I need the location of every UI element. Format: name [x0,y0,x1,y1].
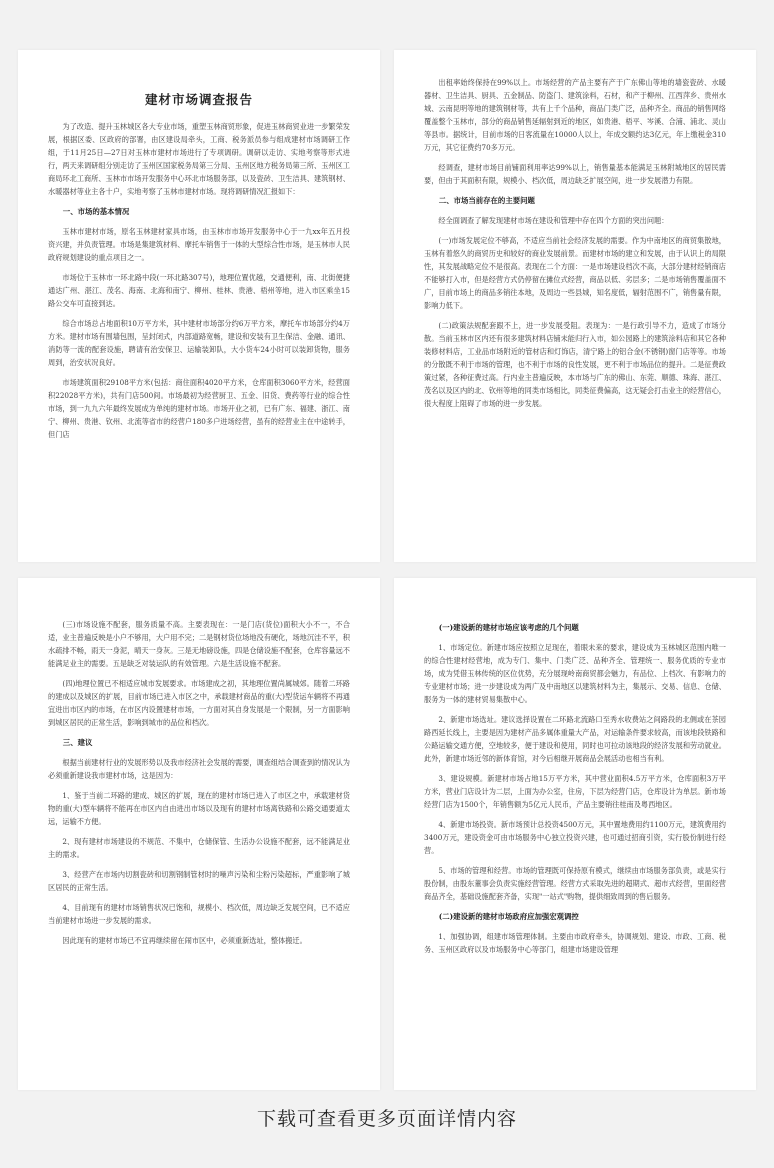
section-heading: 二、市场当前存在的主要问题 [438,196,535,205]
paragraph: (三)市场设施不配套，服务质量不高。主要表现在：一是门店(货位)面积大小不一，不合适，业主普遍反映是小户不够用，大户用不完；二是钢材货位场地没有硬化，场地沉洼不平，积水疏排不畅，雨天一身泥，晴天一身灰。三是无地磅设施，四是仓储设施不配套，仓库容量远不能满足业主的需要。五是缺乏对装运队的有效管理。六是生活设施不配套。 [48,620,350,668]
document-page-4 [394,578,756,1090]
document-title: 建材市场调查报告 [144,92,253,107]
section-heading: (二)建设新的建材市场政府应加强宏观调控 [438,912,579,921]
paragraph: 市场位于玉林市一环北路中段(一环北路307号)，地理位置优越，交通便利，南、北街便捷通达广州、湛江、茂名、海南、北海和南宁、柳州、桂林、贵港、梧州等地，进入市区乘坐15路公交车可直接到达。 [48,273,350,308]
paragraph: 为了改造、提升玉林城区各大专业市场，重塑玉林商贸形象，促进玉林商贸业进一步繁荣发展，根据区委、区政府的部署，由区建设局牵头，工商、税务派员参与组成建材市场调研工作组，于11月25日—27日对玉林市建材市场进行了专项调研。调研以走访、实地考察等形式进行，两天来调研组分别走访了玉州区国家税务局第三分局、玉州区地方税务局第三所、玉州区工商局环北工商所、玉林市市场开发服务中心环北市场服务部，以及瓷砖、卫生洁具、建筑钢材、水暖器材等业主各十户，实地考察了玉林市建材市场。现将调研情况汇报如下： [48,122,350,196]
paragraph: 2、新建市场选址。建议选择设置在二环路北流路口至秀水收费站之间路段的北侧或在茶园路西延长线上，主要是因为建材产品多属体重量大产品，对运输条件要求较高，而该地段铁路和公路运输交通方便，空地较多，便于建设和使用，同时也可拉动该地段的经济发展和劳动就业。此外，新建市场近邻的新体育馆，对今后相继开展商品会展活动也相当有利。 [424,715,726,763]
paragraph: (四)地理位置已不相适应城市发展要求。市场建成之初，其地理位置尚属城郊。随着二环路的建成以及城区的扩展，目前市场已进入市区之中，承载建材商品的重(大)型货运车辆将不再通宜进出市区内的市场，在市区内设置建材市场，一方面对其自身发展是一个限制，另一方面影响到城区居民的正常生活，影响到城市的品位和档次。 [48,679,350,727]
paragraph: 因此现有的建材市场已不宜再继续留在闹市区中，必须重新选址，整体搬迁。 [62,936,307,945]
section-heading: (一)建设新的建材市场应该考虑的几个问题 [438,623,579,632]
paragraph: 1、市场定位。新建市场应按照立足现在，着眼未来的要求，建设成为玉林城区范围内唯一的综合性建材经营地，成为专门、集中、门类广泛、品种齐全、管理统一、服务优质的专业市场，成为凭借玉林传统的区位优势，充分展现岭南商贸都会魅力，有品位、上档次、有影响力的专业建材市场；进一步建设成为两广及中南地区以建筑材料为主，集展示、交易、信息、仓储、服务为一体的建材贸易集散中心。 [424,643,726,704]
paragraph: 玉林市建材市场，原名玉林建材家具市场，由玉林市市场开发服务中心于一九xx年五月投资兴建，并负责管理。市场是集建筑材料、摩托车销售于一体的大型综合性市场，是玉林市人民政府规划建设的重点项目之一。 [48,227,350,262]
paragraph: 1、加强协调，组建市场管理体制。主要由市政府牵头，协调规划、建设、市政、工商、税务、玉州区政府以及市场服务中心等部门，组建市场建设管理 [424,932,726,954]
paragraph: 根据当前建材行业的发展形势以及我市经济社会发展的需要，调查组结合调查到的情况认为必须重新建设我市建材市场，这是因为： [48,758,350,780]
paragraph: 4、目前现有的建材市场销售状况已饱和，规模小、档次低，周边缺乏发展空间，已不适应当前建材市场进一步发展的需求。 [48,903,350,925]
document-page-2 [394,50,756,562]
paragraph: 市场建筑面积29108平方米(包括：商住面积4020平方米，仓库面积3060平方米，经营面积22028平方米)，共有门店500间。市场最初为经营厨卫、五金、旧货、费药等行业的综合性市场，到一九九六年最终发展成为单纯的建材市场。市场开业之初，已有广东、福建、浙江、南宁、柳州、贵港、钦州、北流等省市的经营户180多户进场经营，虽有的经营业主在中途转手，但门店 [48,378,350,439]
section-heading: 三、建议 [62,738,93,747]
paragraph: 2、现有建材市场建设的不规范、不集中，仓储保管、生活办公设施不配套，远不能满足业主的需求。 [48,837,350,859]
paragraph: 经全面调查了解发现建材市场在建设和管理中存在四个方面的突出问题： [438,216,669,225]
document-page-1 [18,50,380,562]
paragraph: (一)市场发展定位不够高，不适应当前社会经济发展的需要。作为中南地区的商贸集散地，玉林有着悠久的商贸历史和较好的商业发展前景。而建材市场的建立和发展，由于认识上的局限性，其发展战略定位不是很高。表现在二个方面：一是市场建设档次不高，大部分建材经销商店不能够打入市，但是经营方式仍停留在摊位式经营，商品以低、劣层多；二是市场销售覆盖面不广，目前市场上的商品多销往本地，及周边一些县城，知名度低，辐射范围不广，销售量有限，影响力低下。 [424,236,726,310]
paragraph: 1、鉴于当前二环路的建成、城区的扩展，现在的建材市场已进入了市区之中，承载建材货物的重(大)型车辆将不能再在市区内自由进出市场以及现有的建材市场离铁路和公路交通要道太远，运输不方便。 [48,791,350,826]
paragraph: 3、建设规模。新建材市场占地15万平方米，其中营业面积4.5万平方米，仓库面积3万平方米，营业门店设计为二层，上面为办公室，住房，下层为经营门店，仓库设计为单层。新市场经营门店为1500个，年销售额为5亿元人民币，产品主要销往桂南及粤西地区。 [424,774,726,809]
section-heading: 一、市场的基本情况 [62,207,130,216]
download-more-caption: 下载可查看更多页面详情内容 [256,1108,517,1130]
paragraph: (二)政策法规配套跟不上，进一步发展受阻。表现为：一是行政引导不力，造成了市场分散。当前玉林市区内还有很多建筑材料店铺未能归行入市，如公园路上的建筑涂料店和其它各种装修材料店，工业品市场附近的管材店和灯饰店，清宁路上的铝合金(不锈钢)窗门店等等。市场的分散既不利于市场的管理，也不利于市场的良性发展，更不利于市场品位的提升。二是征费政策过紧，各种征费过高。行内业主普遍反映，本市场与广东的佛山、东莞、顺德、珠海、湛江、茂名以及区内的北、钦州等地的同类市场相比，同类征费偏高，这无疑会打击业主的经营信心，很大程度上阻碍了市场的进一步发展。 [424,321,726,408]
paragraph: 综合市场总占地面积10万平方米，其中建材市场部分约6万平方米，摩托车市场部分约4万方米。建材市场有围墙包围，呈封闭式，内部道路宽畅，建设和安装有卫生保洁、金融、通讯、消防等一流的配套设施，聘请有治安保卫、运输装卸队，大小货车24小时可以装卸货物，服务周到，治安状况良好。 [48,319,350,367]
document-page-3 [18,578,380,1090]
paragraph: 出租率始终保持在99%以上。市场经营的产品主要有产于广东佛山等地的墙瓷瓷砖、水暖器材、卫生洁具、厨具、五金制品、防盗门、建筑涂料，石材，和产于柳州、江西萍乡、贵州水城、云南昆明等地的建筑钢材等，共有上千个品种，商品门类广泛，品种齐全。商品的销售网络覆盖整个玉林市，部分的商品销售延辐射到近的地区，如贵港、梧平、岑溪、合浦、浦北、灵山等县市。据统计，目前市场的日客流量在10000人以上，年成交额约达3亿元，年上缴税金310万元，其它征费约70多万元。 [424,78,726,152]
paragraph: 5、市场的管理和经营。市场的管理既可保持原有模式，继续由市场服务部负责，或是实行股份制，由股东董事会负责实施经营管理。经营方式采取先进的超期式、超市式经营，里面经营商品齐全，基础设施配套齐备，实现"一站式"购物，提供细致周到的售后服务。 [424,866,726,901]
paragraph: 经调查，建材市场目前铺面利用率达99%以上，销售量基本能满足玉林附城地区的居民需要，但由于其面积有限，规模小、档次低，周边缺乏扩展空间，进一步发展潜力有限。 [424,163,726,185]
paragraph: 3、经营产在市场内切割瓷砖和切割钢制管材时的噪声污染和尘粉污染超标，严重影响了城区居民的正常生活。 [48,870,350,892]
paragraph: 4、新建市场投资。新市场预计总投资4500万元，其中置地费用约1100万元，建筑费用约3400万元，建设资金可由市场服务中心独立投资兴建，也可通过招商引资，实行股份制进行经营。 [424,820,726,855]
